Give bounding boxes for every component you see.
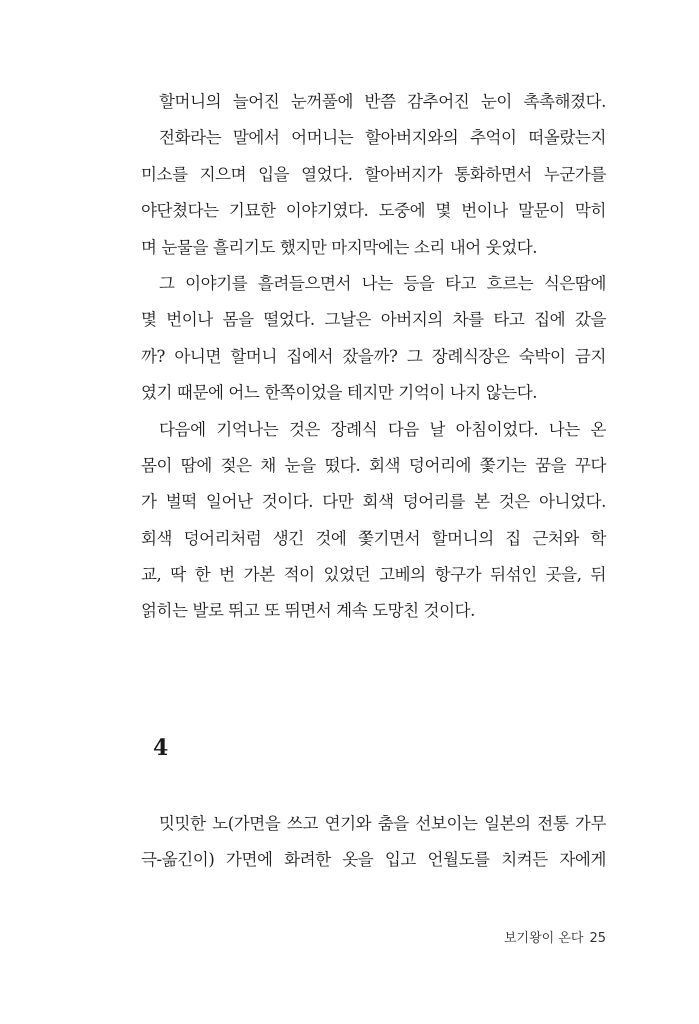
text-line: 회색 덩어리처럼 생긴 것에 쫓기면서 할머니의 집 근처와 학 — [141, 528, 606, 548]
text-line: 그 이야기를 흘려들으면서 나는 등을 타고 흐르는 식은땀에 — [159, 273, 606, 293]
text-line: 가 벌떡 일어난 것이다. 다만 회색 덩어리를 본 것은 아니었다. — [141, 492, 606, 512]
text-line: 교, 딱 한 번 가본 적이 있었던 고베의 항구가 뒤섞인 곳을, 뒤 — [141, 565, 606, 585]
text-line: 할머니의 늘어진 눈꺼풀에 반쯤 감추어진 눈이 촉촉해졌다. — [159, 92, 606, 111]
text-line: 몇 번이나 몸을 떨었다. 그날은 아버지의 차를 타고 집에 갔을 — [141, 310, 606, 330]
text-line: 밋밋한 노(가면을 쓰고 연기와 춤을 선보이는 일본의 전통 가무 — [159, 814, 606, 833]
text-line: 전화라는 말에서 어머니는 할아버지와의 추억이 떠올랐는지 — [159, 128, 606, 148]
running-title: 보기왕이 온다 — [503, 931, 584, 946]
page-number: 25 — [589, 931, 606, 946]
section-number: 4 — [153, 735, 169, 761]
text-line: 며 눈물을 흘리기도 했지만 마지막에는 소리 내어 웃었다. — [141, 237, 538, 257]
page-footer — [504, 929, 606, 949]
section-body-text — [141, 806, 606, 879]
text-line: 야단쳤다는 기묘한 이야기였다. 도중에 몇 번이나 말문이 막히 — [141, 201, 606, 221]
text-line: 극-옮긴이) 가면에 화려한 옷을 입고 언월도를 치켜든 자에게 — [141, 850, 606, 870]
text-line: 얽히는 발로 뛰고 또 뛰면서 계속 도망친 것이다. — [141, 601, 476, 621]
text-line: 였기 때문에 어느 한쪽이었을 테지만 기억이 나지 않는다. — [141, 383, 538, 403]
text-line: 까? 아니면 할머니 집에서 잤을까? 그 장례식장은 숙박이 금지 — [141, 346, 606, 366]
text-line: 미소를 지으며 입을 열었다. 할아버지가 통화하면서 누군가를 — [141, 164, 606, 184]
text-line: 다음에 기억나는 것은 장례식 다음 날 아침이었다. 나는 온 — [159, 419, 606, 439]
body-text — [141, 84, 606, 630]
text-line: 몸이 땀에 젖은 채 눈을 떴다. 회색 덩어리에 쫓기는 꿈을 꾸다 — [141, 455, 606, 475]
